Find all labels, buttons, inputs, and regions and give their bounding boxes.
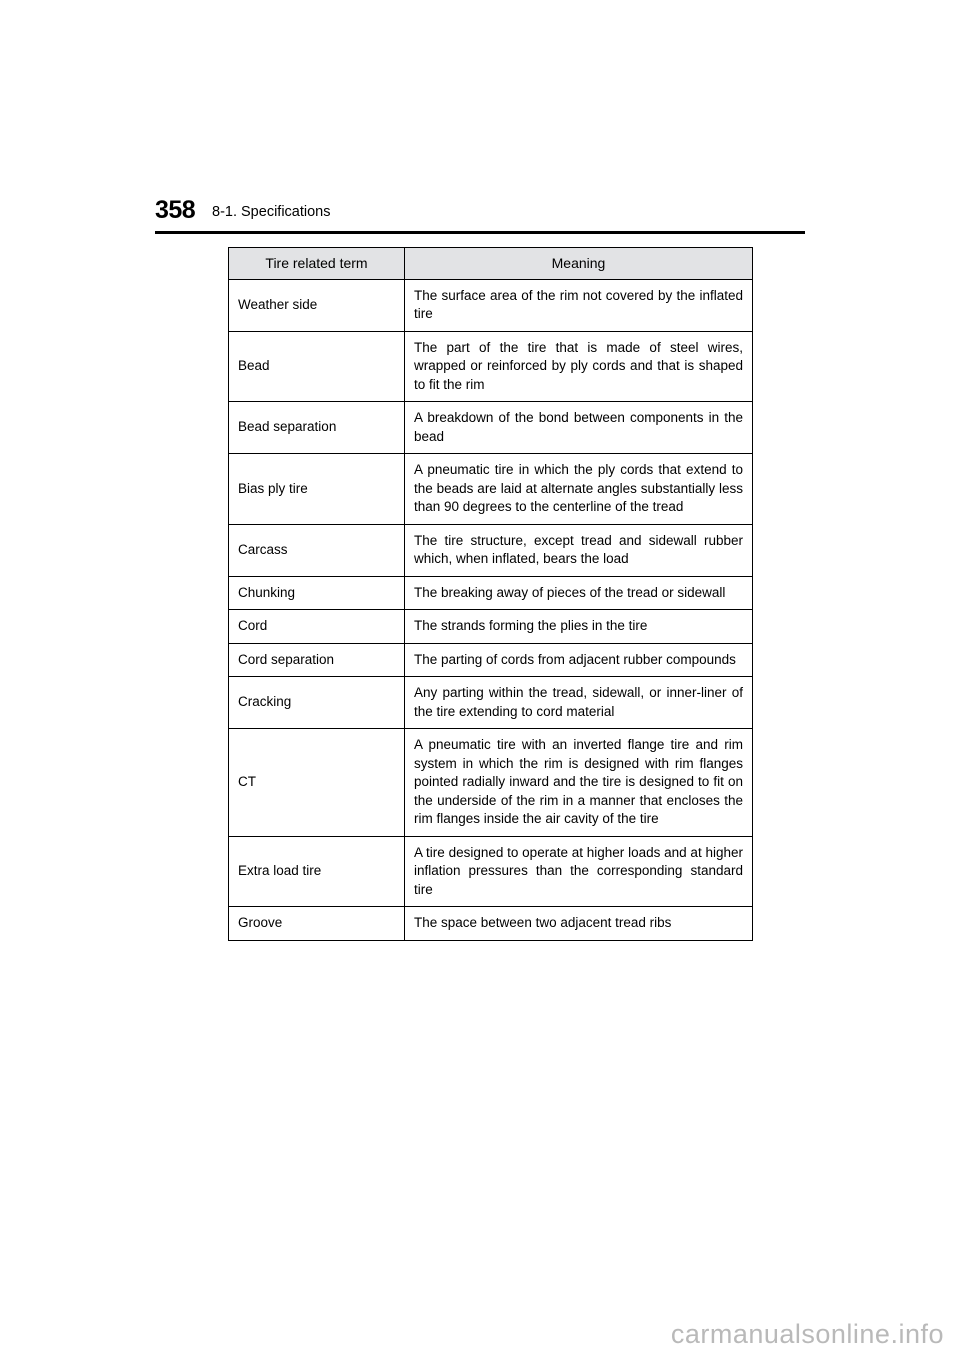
column-header-term: Tire related term <box>229 248 405 280</box>
page-number: 358 <box>155 196 196 224</box>
table-row <box>229 524 753 576</box>
term-cell: Extra load tire <box>229 836 405 907</box>
table-header-row <box>229 248 753 280</box>
table-row <box>229 402 753 454</box>
meaning-cell: A pneumatic tire with an inverted flange tire and rim system in which the rim is designed with rim flanges pointed radially inward and the tire is designed to fit on the underside of the rim in a manner that encloses the rim flanges inside the air cavity of the tire <box>405 729 753 837</box>
table-row <box>229 836 753 907</box>
table-row <box>229 576 753 610</box>
column-header-meaning: Meaning <box>405 248 753 280</box>
term-cell: Chunking <box>229 576 405 610</box>
table-row <box>229 643 753 677</box>
tire-terms-table-container <box>228 247 752 941</box>
term-cell: CT <box>229 729 405 837</box>
term-cell: Cracking <box>229 677 405 729</box>
meaning-cell: The tire structure, except tread and sidewall rubber which, when inflated, bears the load <box>405 524 753 576</box>
table-row <box>229 610 753 644</box>
term-cell: Cord <box>229 610 405 644</box>
table-row <box>229 331 753 402</box>
table-row <box>229 729 753 837</box>
meaning-cell: The space between two adjacent tread ribs <box>405 907 753 941</box>
header-divider <box>155 231 805 234</box>
meaning-cell: The surface area of the rim not covered by the inflated tire <box>405 279 753 331</box>
term-cell: Bead <box>229 331 405 402</box>
term-cell: Bead separation <box>229 402 405 454</box>
meaning-cell: A pneumatic tire in which the ply cords that extend to the beads are laid at alternate angles substantially less than 90 degrees to the centerline of the tread <box>405 454 753 525</box>
term-cell: Groove <box>229 907 405 941</box>
meaning-cell: The strands forming the plies in the tire <box>405 610 753 644</box>
meaning-cell: The part of the tire that is made of steel wires, wrapped or reinforced by ply cords and that is shaped to fit the rim <box>405 331 753 402</box>
tire-terms-table <box>228 247 753 941</box>
term-cell: Bias ply tire <box>229 454 405 525</box>
section-title: 8-1. Specifications <box>212 204 331 220</box>
table-row <box>229 454 753 525</box>
term-cell: Cord separation <box>229 643 405 677</box>
term-cell: Carcass <box>229 524 405 576</box>
site-watermark: carmanualsonline.info <box>670 1319 944 1349</box>
meaning-cell: Any parting within the tread, sidewall, or inner-liner of the tire extending to cord material <box>405 677 753 729</box>
term-cell: Weather side <box>229 279 405 331</box>
meaning-cell: A tire designed to operate at higher loads and at higher inflation pressures than the corresponding standard tire <box>405 836 753 907</box>
table-row <box>229 279 753 331</box>
table-row <box>229 677 753 729</box>
page-header <box>155 196 805 230</box>
meaning-cell: The breaking away of pieces of the tread or sidewall <box>405 576 753 610</box>
meaning-cell: A breakdown of the bond between components in the bead <box>405 402 753 454</box>
table-row <box>229 907 753 941</box>
meaning-cell: The parting of cords from adjacent rubber compounds <box>405 643 753 677</box>
